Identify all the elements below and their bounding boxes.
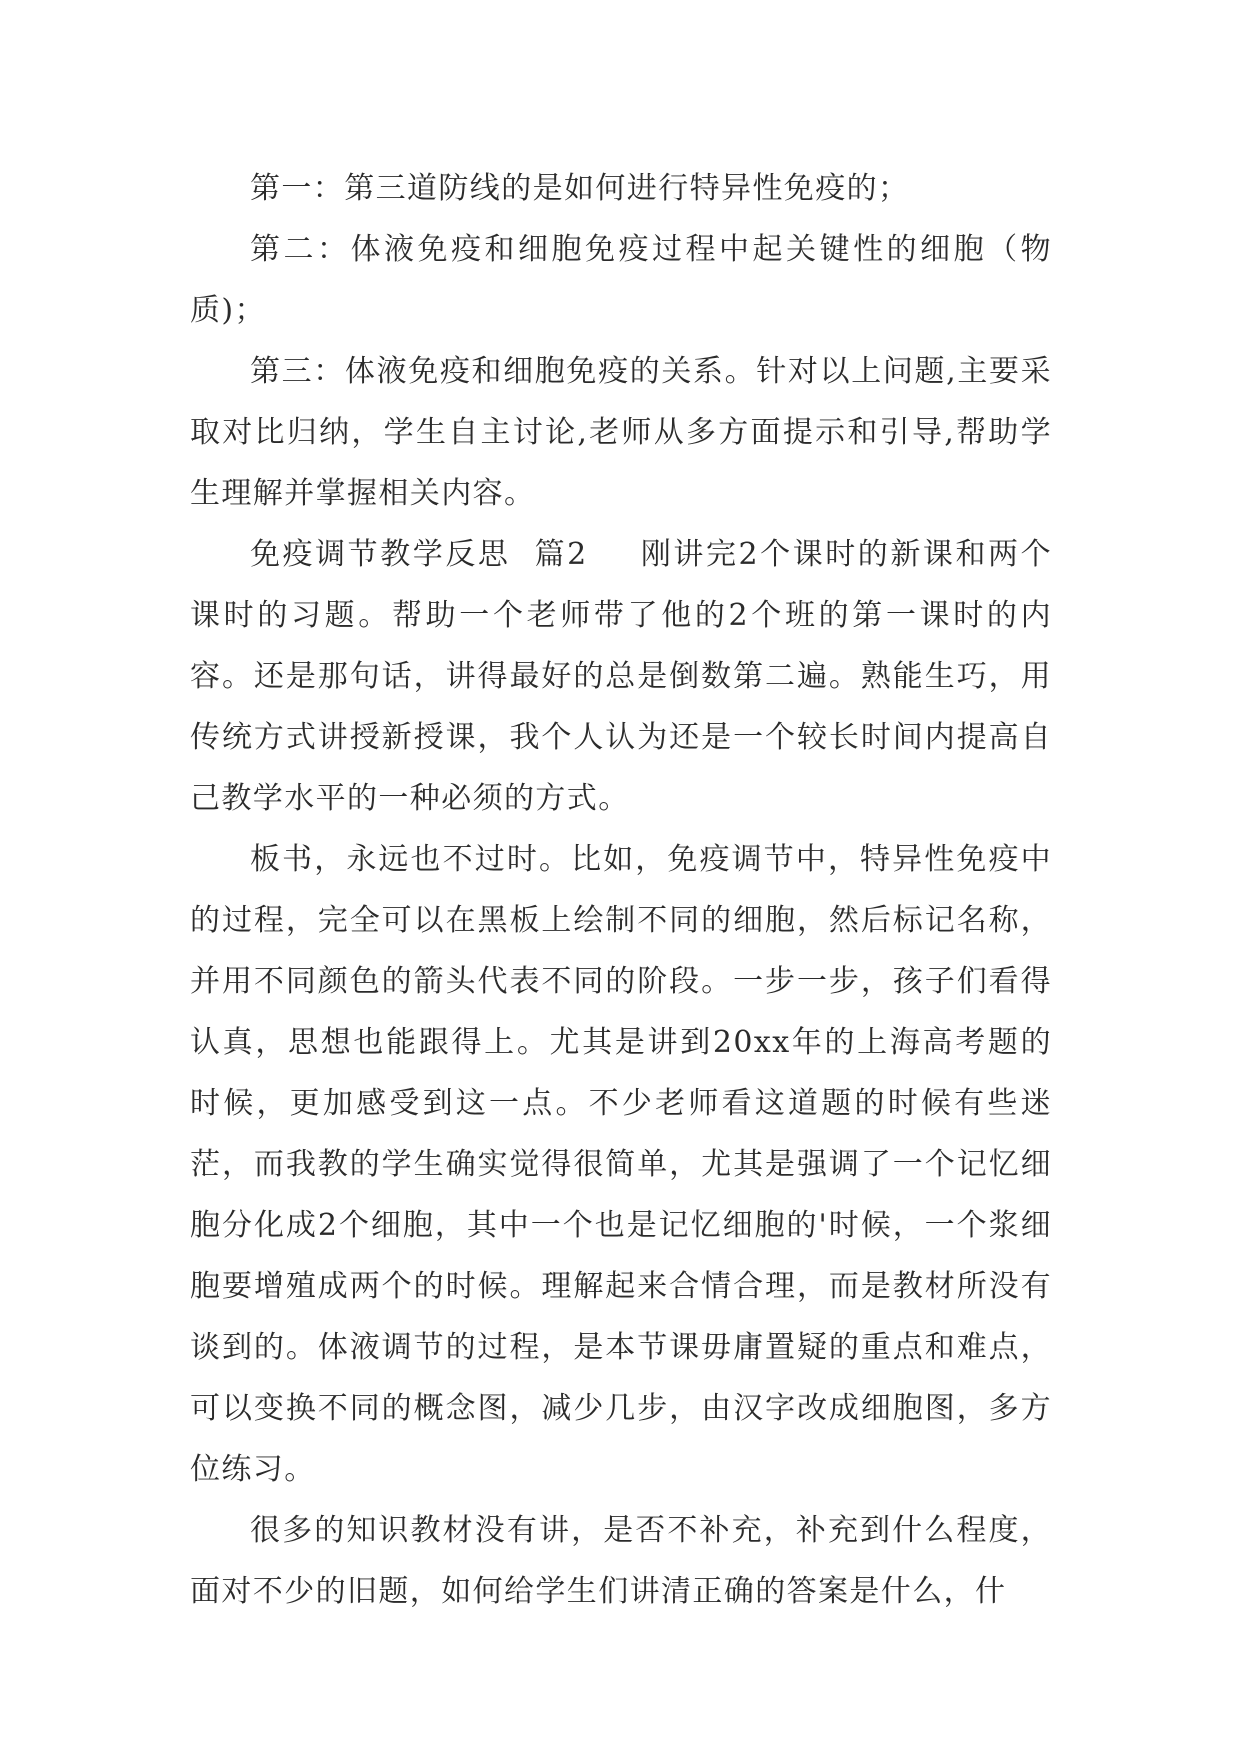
paragraph-point-three: 第三：体液免疫和细胞免疫的关系。针对以上问题,主要采取对比归纳，学生自主讨论,老师从多方面提示和引导,帮助学生理解并掌握相关内容。 — [190, 354, 1052, 511]
paragraph-point-one: 第一：第三道防线的是如何进行特异性免疫的； — [250, 171, 910, 206]
paragraph-section-2 — [190, 524, 1052, 829]
document-body — [190, 158, 1052, 1622]
section-body: 刚讲完2个课时的新课和两个课时的习题。帮助一个老师带了他的2个班的第一课时的内容。还是那句话，讲得最好的总是倒数第二遍。熟能生巧，用传统方式讲授新授课，我个人认为还是一个较长时间内提高自己教学水平的一种必须的方式。 — [190, 537, 1052, 816]
paragraph-blackboard: 板书，永远也不过时。比如，免疫调节中，特异性免疫中的过程，完全可以在黑板上绘制不同的细胞，然后标记名称，并用不同颜色的箭头代表不同的阶段。一步一步，孩子们看得认真，思想也能跟得上。尤其是讲到20xx年的上海高考题的时候，更加感受到这一点。不少老师看这道题的时候有些迷茫，而我教的学生确实觉得很简单，尤其是强调了一个记忆细胞分化成2个细胞，其中一个也是记忆细胞的'时候，一个浆细胞要增殖成两个的时候。理解起来合情合理，而是教材所没有谈到的。体液调节的过程，是本节课毋庸置疑的重点和难点，可以变换不同的概念图，减少几步，由汉字改成细胞图，多方位练习。 — [190, 842, 1052, 1487]
paragraph-knowledge: 很多的知识教材没有讲，是否不补充，补充到什么程度，面对不少的旧题，如何给学生们讲清正确的答案是什么，什 — [190, 1513, 1052, 1609]
paragraph-point-two: 第二：体液免疫和细胞免疫过程中起关键性的细胞（物质)； — [190, 232, 1052, 328]
section-title: 免疫调节教学反思 篇2 — [250, 537, 588, 572]
